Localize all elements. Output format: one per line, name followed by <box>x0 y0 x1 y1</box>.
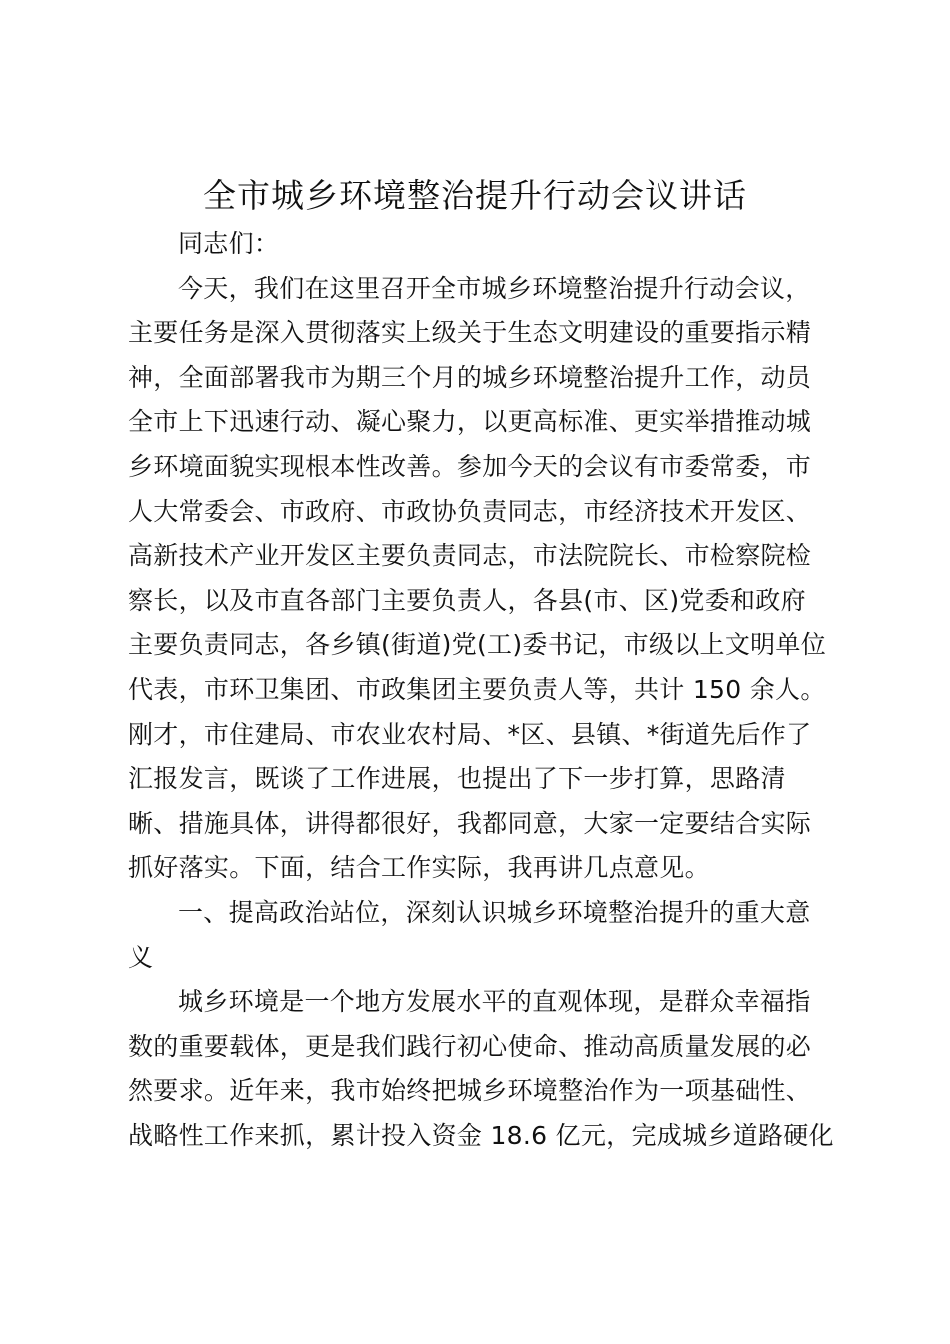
paragraph-line: 晰、措施具体，讲得都很好，我都同意，大家一定要结合实际 <box>128 808 812 838</box>
paragraph-line: 乡环境面貌实现根本性改善。参加今天的会议有市委常委，市 <box>128 451 812 481</box>
salutation-line: 同志们： <box>178 229 280 258</box>
section-heading-line: 义 <box>128 942 154 972</box>
paragraph-line: 察长，以及市直各部门主要负责人，各县(市、区)党委和政府 <box>128 585 806 615</box>
paragraph-line: 然要求。近年来，我市始终把城乡环境整治作为一项基础性、 <box>128 1076 812 1106</box>
paragraph-line: 汇报发言，既谈了工作进展，也提出了下一步打算，思路清 <box>128 764 786 794</box>
document-title: 全市城乡环境整治提升行动会议讲话 <box>203 176 747 215</box>
paragraph-line: 刚才，市住建局、市农业农村局、*区、县镇、*街道先后作了 <box>128 719 812 749</box>
paragraph-line: 主要负责同志，各乡镇(街道)党(工)委书记，市级以上文明单位 <box>128 630 827 660</box>
paragraph-line: 战略性工作来抓，累计投入资金 18.6 亿元，完成城乡道路硬化 <box>128 1120 834 1150</box>
paragraph-line: 全市上下迅速行动、凝心聚力，以更高标准、更实举措推动城 <box>128 407 812 437</box>
paragraph-line: 高新技术产业开发区主要负责同志，市法院院长、市检察院检 <box>128 541 812 571</box>
paragraph-line: 数的重要载体，更是我们践行初心使命、推动高质量发展的必 <box>128 1031 812 1061</box>
paragraph-line: 今天，我们在这里召开全市城乡环境整治提升行动会议， <box>178 273 811 303</box>
paragraph-line: 城乡环境是一个地方发展水平的直观体现，是群众幸福指 <box>178 987 811 1017</box>
document-body <box>128 222 840 1158</box>
section-heading-line: 一、提高政治站位，深刻认识城乡环境整治提升的重大意 <box>178 897 811 927</box>
paragraph-line: 人大常委会、市政府、市政协负责同志，市经济技术开发区、 <box>128 496 812 526</box>
paragraph-line: 抓好落实。下面，结合工作实际，我再讲几点意见。 <box>128 853 710 883</box>
paragraph-line: 主要任务是深入贯彻落实上级关于生态文明建设的重要指示精 <box>128 318 812 348</box>
paragraph-line: 代表，市环卫集团、市政集团主要负责人等，共计 150 余人。 <box>128 674 826 704</box>
paragraph-line: 神，全面部署我市为期三个月的城乡环境整治提升工作，动员 <box>128 362 812 392</box>
